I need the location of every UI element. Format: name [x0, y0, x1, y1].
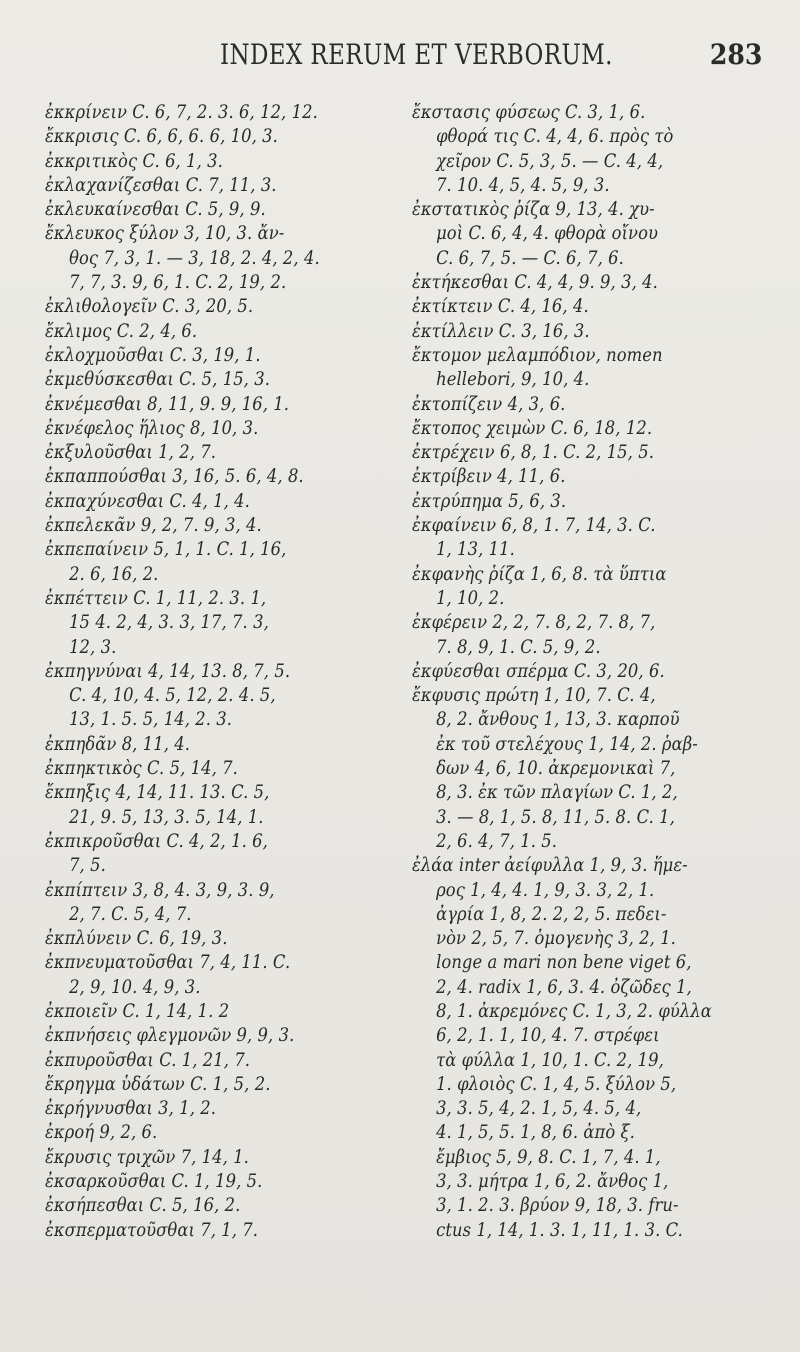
- index-entry: ἐκπνήσεις φλεγμονῶν 9, 9, 3.: [45, 1024, 295, 1047]
- running-head: [0, 38, 800, 74]
- index-entry: ἐκτίλλειν C. 3, 16, 3.: [412, 319, 590, 342]
- index-entry: ἐκποιεῖν C. 1, 14, 1. 2: [45, 999, 230, 1022]
- index-entry-continuation: 12, 3.: [69, 635, 117, 658]
- index-entry: ἐκφύεσθαι σπέρμα C. 3, 20, 6.: [412, 659, 665, 682]
- index-entry: ἐκνέφελος ἥλιος 8, 10, 3.: [45, 416, 259, 439]
- index-entry: ἐκπεπαίνειν 5, 1, 1. C. 1, 16,: [45, 538, 287, 561]
- index-entry: ἐκφαίνειν 6, 8, 1. 7, 14, 3. C.: [412, 514, 656, 537]
- index-entry-continuation: 2, 7. C. 5, 4, 7.: [69, 902, 192, 925]
- index-entry: ἐκλοχμοῦσθαι C. 3, 19, 1.: [45, 343, 261, 366]
- index-entry: ἐκσήπεσθαι C. 5, 16, 2.: [45, 1194, 241, 1217]
- index-entry-continuation: 2. 6, 16, 2.: [69, 562, 159, 585]
- index-entry: ἐκτίκτειν C. 4, 16, 4.: [412, 295, 589, 318]
- index-entry: ἐκπαππούσθαι 3, 16, 5. 6, 4, 8.: [45, 465, 304, 488]
- index-entry-continuation: 8, 2. ἄνθους 1, 13, 3. καρποῦ: [436, 708, 680, 731]
- index-entry: ἔκρηγμα ὑδάτων C. 1, 5, 2.: [45, 1072, 271, 1095]
- index-entry-continuation: 3, 3. μήτρα 1, 6, 2. ἄνθος 1,: [436, 1170, 669, 1193]
- index-entry: ἐκπαχύνεσθαι C. 4, 1, 4.: [45, 489, 250, 512]
- index-column-right: [412, 100, 767, 1242]
- index-entry-continuation: 3, 3. 5, 4, 2. 1, 5, 4. 5, 4,: [436, 1097, 642, 1120]
- index-entry: ἐκξυλοῦσθαι 1, 2, 7.: [45, 441, 217, 464]
- index-entry: ἔκλευκος ξύλον 3, 10, 3. ἄν-: [45, 222, 285, 245]
- index-entry-continuation: 15 4. 2, 4, 3. 3, 17, 7. 3,: [69, 611, 269, 634]
- index-entry: ἐκπλύνειν C. 6, 19, 3.: [45, 927, 228, 950]
- index-entry-continuation: νὸν 2, 5, 7. ὁμογενὴς 3, 2, 1.: [436, 927, 676, 950]
- index-entry-continuation: δων 4, 6, 10. ἀκρεμονικαὶ 7,: [436, 757, 676, 780]
- index-entry-continuation: ἐκ τοῦ στελέχους 1, 14, 2. ῥαβ-: [436, 732, 698, 755]
- index-entry: ἐκστατικὸς ῥίζα 9, 13, 4. χυ-: [412, 198, 655, 221]
- index-entry: ἐκτοπίζειν 4, 3, 6.: [412, 392, 566, 415]
- index-entry: ἐκτήκεσθαι C. 4, 4, 9. 9, 3, 4.: [412, 271, 658, 294]
- index-entry: ἐκρήγνυσθαι 3, 1, 2.: [45, 1097, 217, 1120]
- index-entry-continuation: φθορά τις C. 4, 4, 6. πρὸς τὸ: [436, 125, 674, 148]
- index-entry: ἔκτομον μελαμπόδιον, nomen: [412, 343, 663, 366]
- index-entry-continuation: 8, 3. ἐκ τῶν πλαγίων C. 1, 2,: [436, 781, 678, 804]
- index-entry-continuation: 8, 1. ἀκρεμόνες C. 1, 3, 2. φύλλα: [436, 999, 712, 1022]
- index-entry: ἐκφέρειν 2, 2, 7. 8, 2, 7. 8, 7,: [412, 611, 656, 634]
- index-entry-continuation: C. 4, 10, 4. 5, 12, 2. 4. 5,: [69, 684, 276, 707]
- index-entry-continuation: 3. — 8, 1, 5. 8, 11, 5. 8. C. 1,: [436, 805, 675, 828]
- index-entry: ἐκλιθολογεῖν C. 3, 20, 5.: [45, 295, 254, 318]
- index-entry: ἐκπηδᾶν 8, 11, 4.: [45, 732, 191, 755]
- index-entry-continuation: 6, 2, 1. 1, 10, 4. 7. στρέφει: [436, 1024, 660, 1047]
- index-entry: ἐκπικροῦσθαι C. 4, 2, 1. 6,: [45, 829, 268, 852]
- index-entry: ἐκκρίνειν C. 6, 7, 2. 3. 6, 12, 12.: [45, 101, 318, 123]
- index-entry: ἐκλαχανίζεσθαι C. 7, 11, 3.: [45, 173, 277, 196]
- index-entry-continuation: 7. 10. 4, 5, 4. 5, 9, 3.: [436, 173, 610, 196]
- index-entry: ἐκφανὴς ῥίζα 1, 6, 8. τὰ ὕπτια: [412, 562, 667, 585]
- index-entry: ἔκτοπος χειμὼν C. 6, 18, 12.: [412, 416, 653, 439]
- index-entry-continuation: 13, 1. 5. 5, 14, 2. 3.: [69, 708, 233, 731]
- index-entry: ἔκρυσις τριχῶν 7, 14, 1.: [45, 1145, 249, 1168]
- index-entry: ἐκσαρκοῦσθαι C. 1, 19, 5.: [45, 1170, 263, 1193]
- index-entry: ἐκροή 9, 2, 6.: [45, 1121, 158, 1144]
- index-entry: ἐκπελεκᾶν 9, 2, 7. 9, 3, 4.: [45, 514, 262, 537]
- index-entry-continuation: 21, 9. 5, 13, 3. 5, 14, 1.: [69, 805, 264, 828]
- index-entry-continuation: 1, 13, 11.: [436, 538, 515, 561]
- index-entry: ἔκπηξις 4, 14, 11. 13. C. 5,: [45, 781, 270, 804]
- index-entry: ἐκμεθύσκεσθαι C. 5, 15, 3.: [45, 368, 271, 391]
- index-entry: ἔκστασις φύσεως C. 3, 1, 6.: [412, 101, 646, 123]
- index-entry-continuation: χεῖρον C. 5, 3, 5. — C. 4, 4,: [436, 149, 664, 172]
- index-entry-continuation: longe a mari non bene viget 6,: [436, 951, 692, 974]
- index-entry-continuation: θος 7, 3, 1. — 3, 18, 2. 4, 2, 4.: [69, 246, 320, 269]
- page-number: 283: [709, 38, 762, 71]
- index-entry: ἐκτρύπημα 5, 6, 3.: [412, 489, 567, 512]
- index-column-left: [45, 100, 400, 1242]
- index-entry-continuation: 7, 5.: [69, 854, 106, 877]
- index-entry-continuation: 7, 7, 3. 9, 6, 1. C. 2, 19, 2.: [69, 271, 287, 294]
- index-entry: ἐκτρίβειν 4, 11, 6.: [412, 465, 566, 488]
- index-entry: ἐλάα inter ἀείφυλλα 1, 9, 3. ἥμε-: [412, 854, 688, 877]
- index-entry: ἔκλιμος C. 2, 4, 6.: [45, 319, 198, 342]
- index-entry: ἔκφυσις πρώτη 1, 10, 7. C. 4,: [412, 684, 656, 707]
- index-entry: ἐκπηκτικὸς C. 5, 14, 7.: [45, 757, 238, 780]
- index-entry-continuation: μοὶ C. 6, 4, 4. φθορὰ οἴνου: [436, 222, 659, 245]
- index-entry-continuation: 3, 1. 2. 3. βρύον 9, 18, 3. fru-: [436, 1194, 679, 1217]
- index-entry: ἐκτρέχειν 6, 8, 1. C. 2, 15, 5.: [412, 441, 654, 464]
- index-entry-continuation: 4. 1, 5, 5. 1, 8, 6. ἀπὸ ξ.: [436, 1121, 635, 1144]
- index-entry: ἔκκρισις C. 6, 6, 6. 6, 10, 3.: [45, 125, 278, 148]
- index-entry-continuation: C. 6, 7, 5. — C. 6, 7, 6.: [436, 246, 624, 269]
- index-entry: ἐκνέμεσθαι 8, 11, 9. 9, 16, 1.: [45, 392, 290, 415]
- index-entry-continuation: τὰ φύλλα 1, 10, 1. C. 2, 19,: [436, 1048, 664, 1071]
- index-entry: ἐκπέττειν C. 1, 11, 2. 3. 1,: [45, 586, 267, 609]
- index-entry-continuation: 2, 6. 4, 7, 1. 5.: [436, 829, 558, 852]
- index-entry: ἐκσπερματοῦσθαι 7, 1, 7.: [45, 1218, 259, 1241]
- running-title: INDEX RERUM ET VERBORUM.: [220, 38, 613, 71]
- index-entry-continuation: hellebori, 9, 10, 4.: [436, 368, 590, 391]
- index-entry: ἐκλευκαίνεσθαι C. 5, 9, 9.: [45, 198, 266, 221]
- index-entry-continuation: ctus 1, 14, 1. 3. 1, 11, 1. 3. C.: [436, 1218, 683, 1241]
- index-entry-continuation: ἀγρία 1, 8, 2. 2, 2, 5. πεδει-: [436, 902, 667, 925]
- index-entry: ἐκπηγνύναι 4, 14, 13. 8, 7, 5.: [45, 659, 291, 682]
- index-entry-continuation: 2, 4. radix 1, 6, 3. 4. ὀζῶδες 1,: [436, 975, 692, 998]
- index-entry: ἐκπίπτειν 3, 8, 4. 3, 9, 3. 9,: [45, 878, 275, 901]
- index-entry-continuation: 2, 9, 10. 4, 9, 3.: [69, 975, 201, 998]
- index-entry-continuation: ρος 1, 4, 4. 1, 9, 3. 3, 2, 1.: [436, 878, 655, 901]
- index-entry: ἐκπυροῦσθαι C. 1, 21, 7.: [45, 1048, 251, 1071]
- index-entry: ἐκκριτικὸς C. 6, 1, 3.: [45, 149, 223, 172]
- index-entry-continuation: 1, 10, 2.: [436, 586, 505, 609]
- index-entry-continuation: ἔμβιος 5, 9, 8. C. 1, 7, 4. 1,: [436, 1145, 661, 1168]
- index-entry-continuation: 7. 8, 9, 1. C. 5, 9, 2.: [436, 635, 601, 658]
- index-entry: ἐκπνευματοῦσθαι 7, 4, 11. C.: [45, 951, 291, 974]
- index-entry-continuation: 1. φλοιὸς C. 1, 4, 5. ξύλον 5,: [436, 1072, 677, 1095]
